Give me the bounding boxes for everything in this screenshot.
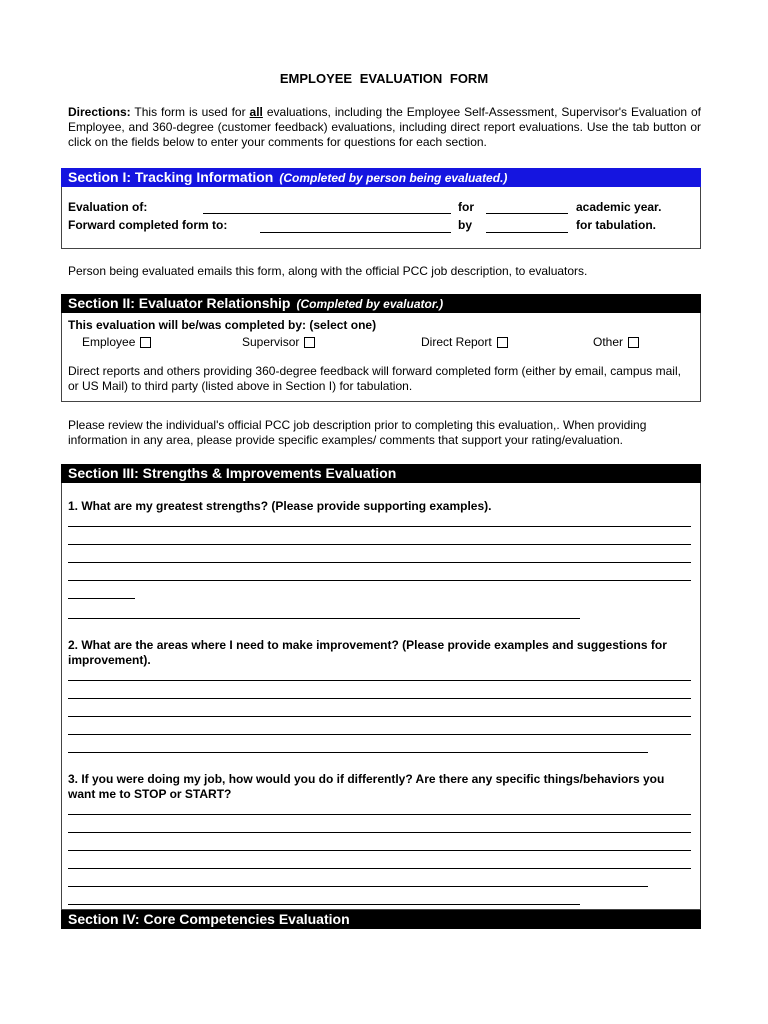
select-one-prompt: This evaluation will be/was completed by: (select one) bbox=[68, 318, 377, 332]
answer-line[interactable] bbox=[68, 680, 691, 681]
option-supervisor[interactable] bbox=[242, 335, 315, 349]
option-other-label: Other bbox=[593, 335, 624, 349]
academic-year-field[interactable] bbox=[486, 213, 568, 214]
supervisor-checkbox[interactable] bbox=[304, 337, 315, 348]
option-direct-report-label: Direct Report bbox=[421, 335, 492, 349]
other-checkbox[interactable] bbox=[628, 337, 639, 348]
employee-checkbox[interactable] bbox=[140, 337, 151, 348]
for-label: for bbox=[458, 200, 474, 214]
section3-title: Section III: Strengths & Improvements Evaluation bbox=[68, 465, 397, 481]
question-1: 1. What are my greatest strengths? (Please provide supporting examples). bbox=[68, 499, 492, 513]
answer-line[interactable] bbox=[68, 814, 691, 815]
evaluation-of-label: Evaluation of: bbox=[68, 200, 148, 214]
answer-line[interactable] bbox=[68, 734, 691, 735]
section1-header bbox=[61, 168, 701, 187]
answer-line[interactable] bbox=[68, 752, 648, 753]
section2-header bbox=[61, 294, 701, 313]
section3-header bbox=[61, 464, 701, 483]
answer-line[interactable] bbox=[68, 904, 580, 905]
directions-text-after: evaluations, including the Employee Self-Assessment, Supervisor's Evaluation of Employee, and 360-degree (customer feedback) evaluations, including direct report evaluations. Use the tab button or click on the fields below to enter your comments for questions for each section. bbox=[68, 105, 702, 149]
section4-header bbox=[61, 910, 701, 929]
directions-emphasis: all bbox=[249, 105, 263, 119]
answer-line[interactable] bbox=[68, 562, 691, 563]
answer-line[interactable] bbox=[68, 832, 691, 833]
answer-line[interactable] bbox=[68, 618, 580, 619]
section1-title: Section I: Tracking Information bbox=[68, 169, 274, 185]
section2-title: Section II: Evaluator Relationship bbox=[68, 295, 291, 311]
section3-box bbox=[61, 464, 701, 910]
note-review-job-description: Please review the individual's official PCC job description prior to completing this evaluation,. When providing information in any area, please provide specific examples/ comments that support your rating/evaluation. bbox=[68, 418, 647, 447]
academic-year-label: academic year. bbox=[576, 200, 662, 214]
direct-report-checkbox[interactable] bbox=[497, 337, 508, 348]
answer-line[interactable] bbox=[68, 526, 691, 527]
question-2: 2. What are the areas where I need to make improvement? (Please provide examples and suggestions for improvement). bbox=[68, 638, 667, 667]
directions-paragraph bbox=[68, 105, 701, 150]
answer-line[interactable] bbox=[68, 544, 691, 545]
answer-line[interactable] bbox=[68, 580, 691, 581]
page-title: EMPLOYEE EVALUATION FORM bbox=[279, 71, 489, 86]
question-3: 3. If you were doing my job, how would you do if differently? Are there any specific things/behaviors you want me to STOP or START? bbox=[68, 772, 665, 801]
for-tabulation-label: for tabulation. bbox=[576, 218, 656, 232]
answer-line[interactable] bbox=[68, 716, 691, 717]
note-email-form: Person being evaluated emails this form, along with the official PCC job description, to evaluators. bbox=[68, 264, 588, 278]
answer-line[interactable] bbox=[68, 850, 691, 851]
option-direct-report[interactable] bbox=[421, 335, 508, 349]
directions-text-before: This form is used for bbox=[130, 105, 250, 119]
answer-line[interactable] bbox=[68, 598, 135, 599]
section2-note: Direct reports and others providing 360-degree feedback will forward completed form (either by email, campus mail, or US Mail) to third party (listed above in Section I) for tabulation. bbox=[68, 364, 681, 393]
forward-to-label: Forward completed form to: bbox=[68, 218, 228, 232]
section1-subtitle: (Completed by person being evaluated.) bbox=[279, 171, 508, 185]
section2-subtitle: (Completed by evaluator.) bbox=[296, 297, 444, 311]
option-supervisor-label: Supervisor bbox=[242, 335, 300, 349]
due-date-field[interactable] bbox=[486, 232, 568, 233]
option-employee[interactable] bbox=[82, 335, 151, 349]
answer-line[interactable] bbox=[68, 698, 691, 699]
answer-line[interactable] bbox=[68, 868, 691, 869]
section4-title: Section IV: Core Competencies Evaluation bbox=[68, 911, 350, 927]
answer-line[interactable] bbox=[68, 886, 648, 887]
by-label: by bbox=[458, 218, 473, 232]
option-other[interactable] bbox=[593, 335, 639, 349]
forward-to-field[interactable] bbox=[260, 232, 451, 233]
option-employee-label: Employee bbox=[82, 335, 136, 349]
directions-label: Directions: bbox=[68, 105, 131, 119]
evaluation-of-field[interactable] bbox=[203, 213, 451, 214]
